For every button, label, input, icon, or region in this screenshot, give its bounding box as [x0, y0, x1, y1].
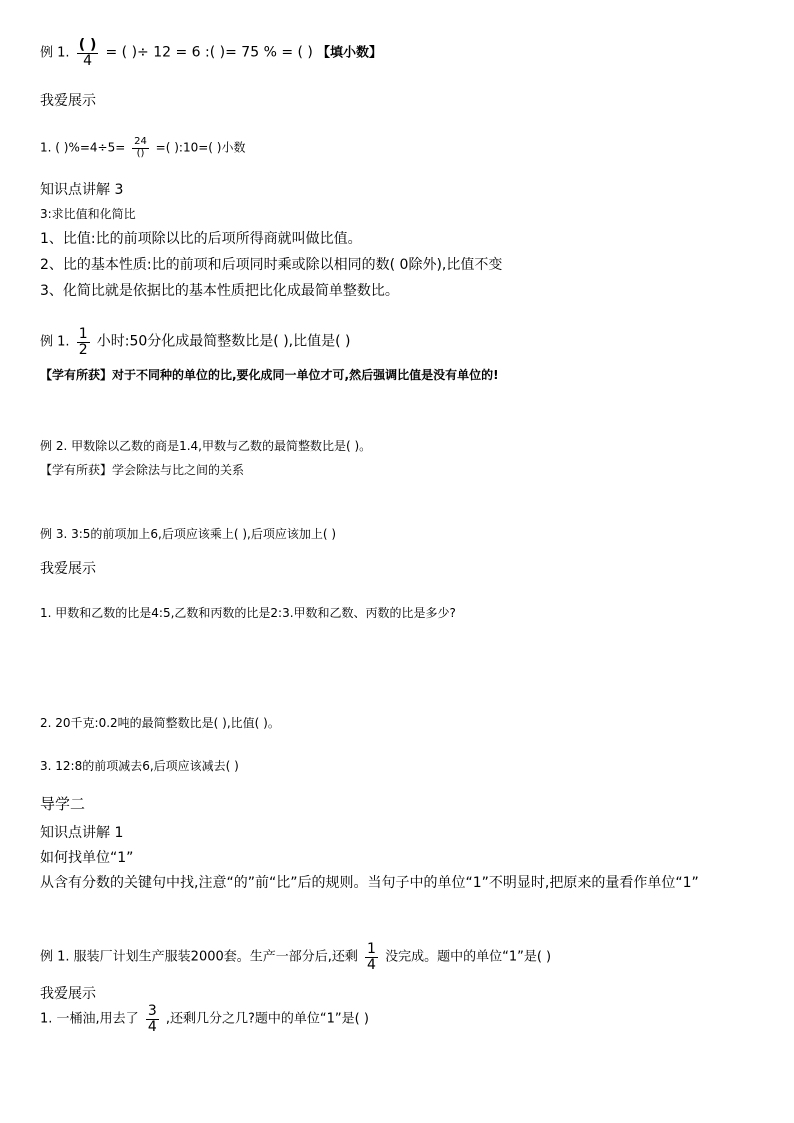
- knowledge-point-title: 知识点讲解 3: [40, 182, 124, 198]
- exercise-row: 3. 12:8的前项减去6,后项应该减去( ): [40, 759, 239, 773]
- knowledge-paragraph: 从含有分数的关键句中找,注意“的”前“比”后的规则。当句子中的单位“1”不明显时,把原来的量看作单位“1”: [40, 875, 699, 891]
- exercise-1-row: [40, 137, 245, 159]
- learning-note: 【学有所获】对于不同种的单位的比,要化成同一单位才可,然后强调比值是没有单位的!: [40, 368, 499, 382]
- knowledge-point-title: 知识点讲解 1: [40, 825, 124, 841]
- exercise-row: 1. 甲数和乙数的比是4:5,乙数和丙数的比是2:3.甲数和乙数、丙数的比是多少?: [40, 606, 456, 620]
- example-row: [40, 942, 551, 972]
- example-1-fill-row: [40, 38, 382, 68]
- fraction-denominator: 4: [147, 1018, 157, 1035]
- section-title: 我爱展示: [40, 93, 96, 109]
- example-text: 例 1. 服装厂计划生产服装2000套。生产一部分后,还剩: [40, 949, 358, 965]
- section-title: 我爱展示: [40, 986, 96, 1002]
- example-row: [40, 327, 350, 357]
- knowledge-subtitle: 3:求比值和化简比: [40, 207, 136, 221]
- fraction-denominator: 4: [367, 956, 376, 973]
- fraction: [77, 38, 99, 68]
- equation-text: = ( )÷ 12 = 6 :( )= 75 % = ( ): [105, 44, 313, 61]
- knowledge-paragraph: 1、比值:比的前项除以比的后项所得商就叫做比值。: [40, 231, 362, 247]
- fraction: [132, 137, 149, 159]
- section-title: 我爱展示: [40, 561, 96, 577]
- hint-label: 【填小数】: [317, 45, 383, 61]
- fraction: [146, 1004, 159, 1034]
- knowledge-paragraph: 3、化简比就是依据比的基本性质把比化成最简单整数比。: [40, 283, 399, 299]
- example-text: 小时:50分化成最简整数比是( ),比值是( ): [96, 333, 351, 350]
- fraction-denominator: 2: [78, 341, 88, 358]
- fraction-numerator: ( ): [78, 37, 97, 53]
- fraction-numerator: 1: [367, 941, 376, 957]
- fraction-numerator: 1: [78, 326, 88, 342]
- part-title: 导学二: [40, 795, 86, 813]
- fraction: [365, 942, 378, 972]
- knowledge-paragraph: 2、比的基本性质:比的前项和后项同时乘或除以相同的数( 0除外),比值不变: [40, 257, 503, 273]
- fraction: [77, 327, 90, 357]
- exercise-text: =( ):10=( )小数: [155, 140, 246, 155]
- example-text: 没完成。题中的单位“1”是( ): [385, 949, 552, 965]
- fraction-denominator: (): [136, 147, 145, 159]
- fraction-denominator: 4: [83, 52, 92, 69]
- example-label: 例 1.: [40, 334, 70, 350]
- knowledge-question: 如何找单位“1”: [40, 850, 134, 866]
- learning-note: 【学有所获】学会除法与比之间的关系: [40, 463, 245, 477]
- example-row: 例 2. 甲数除以乙数的商是1.4,甲数与乙数的最简整数比是( )。: [40, 439, 372, 453]
- fraction-numerator: 3: [147, 1003, 157, 1019]
- exercise-text: 1. 一桶油,用去了: [40, 1011, 139, 1027]
- exercise-text: 1. ( )%=4÷5=: [40, 140, 126, 155]
- exercise-text: ,还剩几分之几?题中的单位“1”是( ): [165, 1011, 369, 1027]
- fraction-numerator: 24: [134, 136, 147, 147]
- exercise-row: 2. 20千克:0.2吨的最简整数比是( ),比值( )。: [40, 716, 280, 730]
- exercise-row: [40, 1004, 369, 1034]
- example-label: 例 1.: [40, 45, 70, 61]
- example-row: 例 3. 3:5的前项加上6,后项应该乘上( ),后项应该加上( ): [40, 527, 337, 541]
